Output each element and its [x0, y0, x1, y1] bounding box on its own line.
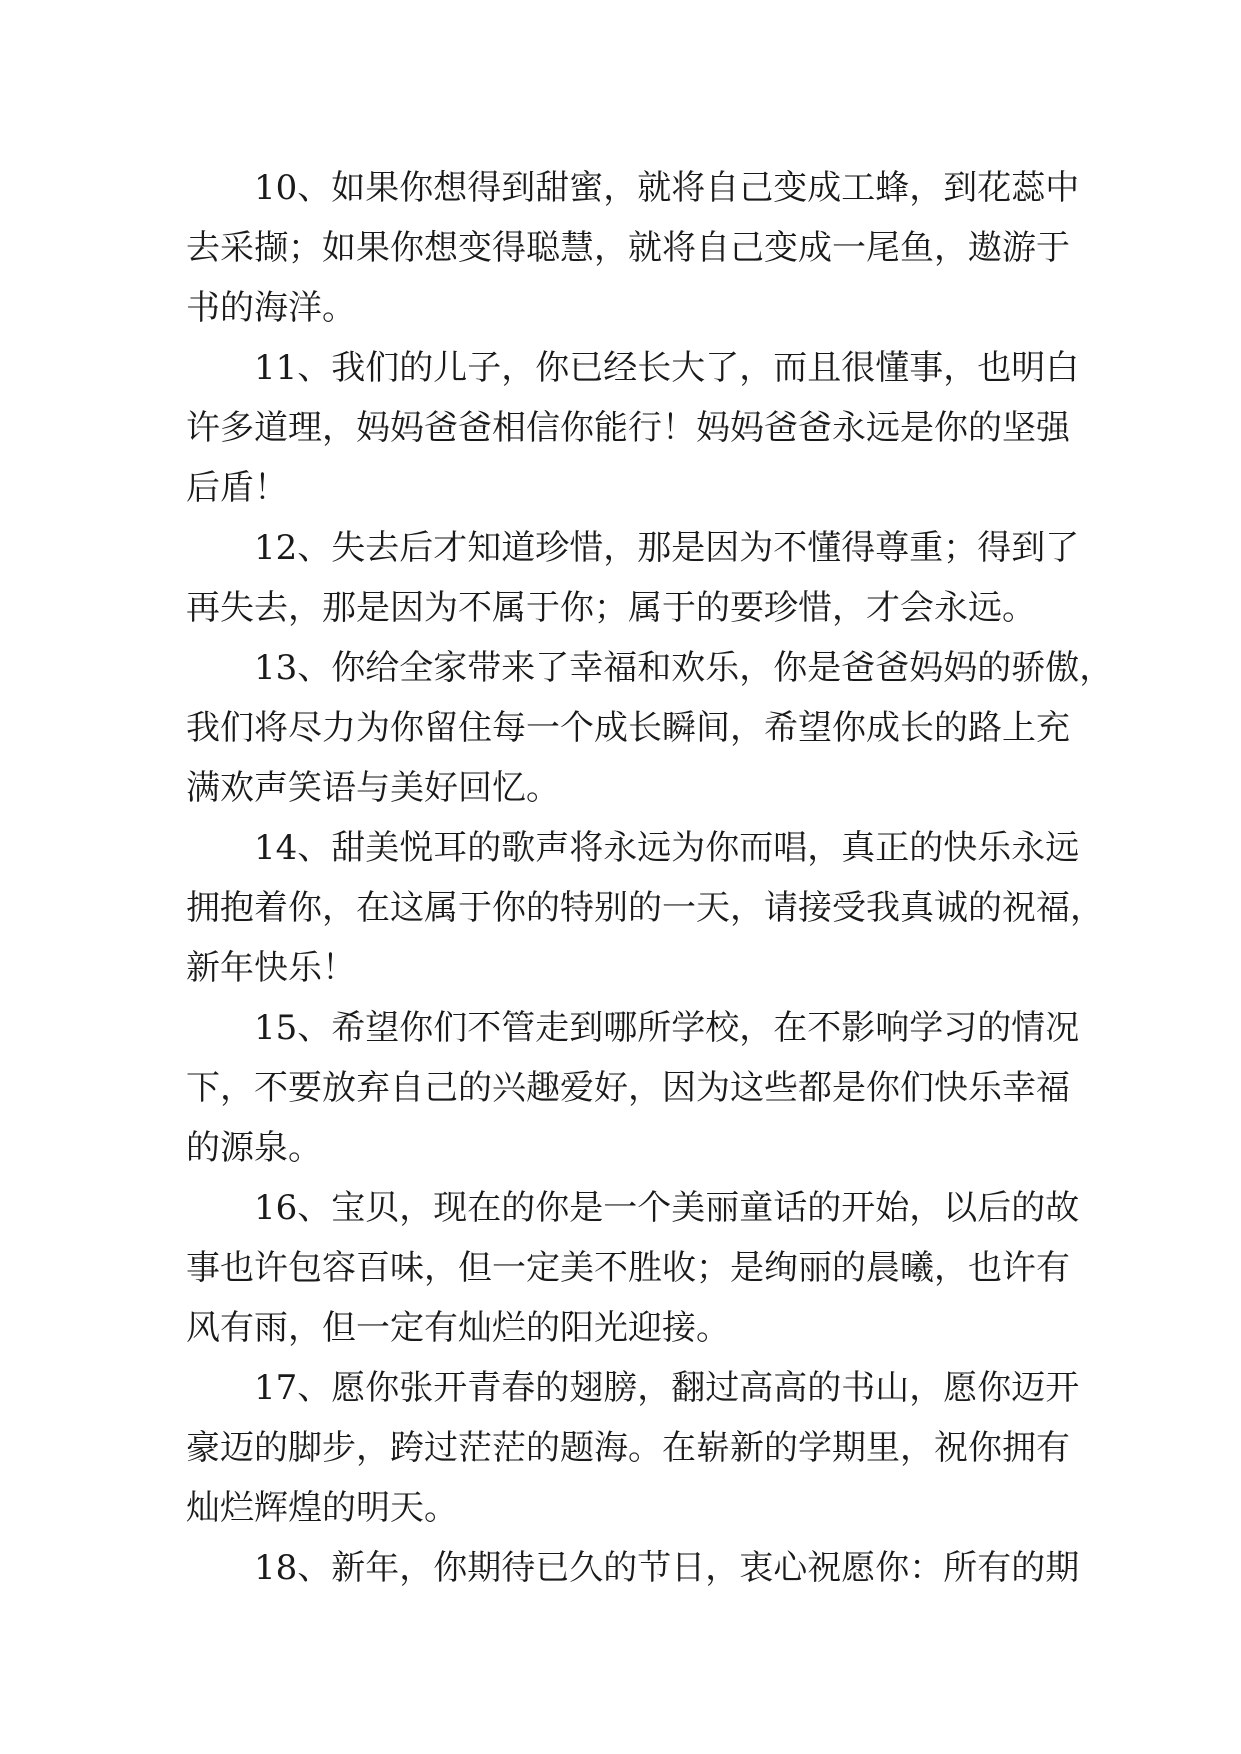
- paragraph-14: [186, 818, 1104, 998]
- text-line: 再失去，那是因为不属于你；属于的要珍惜，才会永远。: [186, 588, 1036, 628]
- text-line: 10、如果你想得到甜蜜，就将自己变成工蜂，到花蕊中: [254, 168, 1080, 208]
- text-line: 14、甜美悦耳的歌声将永远为你而唱，真正的快乐永远: [254, 828, 1080, 868]
- text-line: 的源泉。: [186, 1128, 322, 1168]
- text-line: 许多道理，妈妈爸爸相信你能行！妈妈爸爸永远是你的坚强: [186, 408, 1070, 448]
- text-line: 13、你给全家带来了幸福和欢乐，你是爸爸妈妈的骄傲，: [254, 648, 1114, 688]
- text-line: 12、失去后才知道珍惜，那是因为不懂得尊重；得到了: [254, 528, 1080, 568]
- text-line: 去采撷；如果你想变得聪慧，就将自己变成一尾鱼，遨游于: [186, 228, 1070, 268]
- text-line: 风有雨，但一定有灿烂的阳光迎接。: [186, 1308, 730, 1348]
- text-line: 17、愿你张开青春的翅膀，翻过高高的书山，愿你迈开: [254, 1368, 1080, 1408]
- text-line: 事也许包容百味，但一定美不胜收；是绚丽的晨曦，也许有: [186, 1248, 1070, 1288]
- text-line: 下，不要放弃自己的兴趣爱好，因为这些都是你们快乐幸福: [186, 1068, 1070, 1108]
- text-line: 11、我们的儿子，你已经长大了，而且很懂事，也明白: [254, 348, 1080, 388]
- text-line: 书的海洋。: [186, 288, 356, 328]
- paragraph-16: [186, 1178, 1080, 1358]
- text-line: 满欢声笑语与美好回忆。: [186, 768, 560, 808]
- paragraph-17: [186, 1358, 1080, 1538]
- paragraph-15: [186, 998, 1080, 1178]
- document-body: [186, 158, 1114, 1598]
- paragraph-13: [186, 638, 1114, 818]
- text-line: 15、希望你们不管走到哪所学校，在不影响学习的情况: [254, 1008, 1080, 1048]
- text-line: 我们将尽力为你留住每一个成长瞬间，希望你成长的路上充: [186, 708, 1070, 748]
- paragraph-11: [186, 338, 1080, 518]
- text-line: 18、新年，你期待已久的节日，衷心祝愿你：所有的期: [254, 1548, 1080, 1588]
- text-line: 豪迈的脚步，跨过茫茫的题海。在崭新的学期里，祝你拥有: [186, 1428, 1070, 1468]
- text-line: 拥抱着你，在这属于你的特别的一天，请接受我真诚的祝福，: [186, 888, 1104, 928]
- text-line: 灿烂辉煌的明天。: [186, 1488, 458, 1528]
- text-line: 新年快乐！: [186, 948, 356, 988]
- text-line: 16、宝贝，现在的你是一个美丽童话的开始，以后的故: [254, 1188, 1080, 1228]
- paragraph-10: [186, 158, 1080, 338]
- text-line: 后盾！: [186, 468, 288, 508]
- paragraph-12: [186, 518, 1080, 638]
- paragraph-18: [186, 1538, 1080, 1598]
